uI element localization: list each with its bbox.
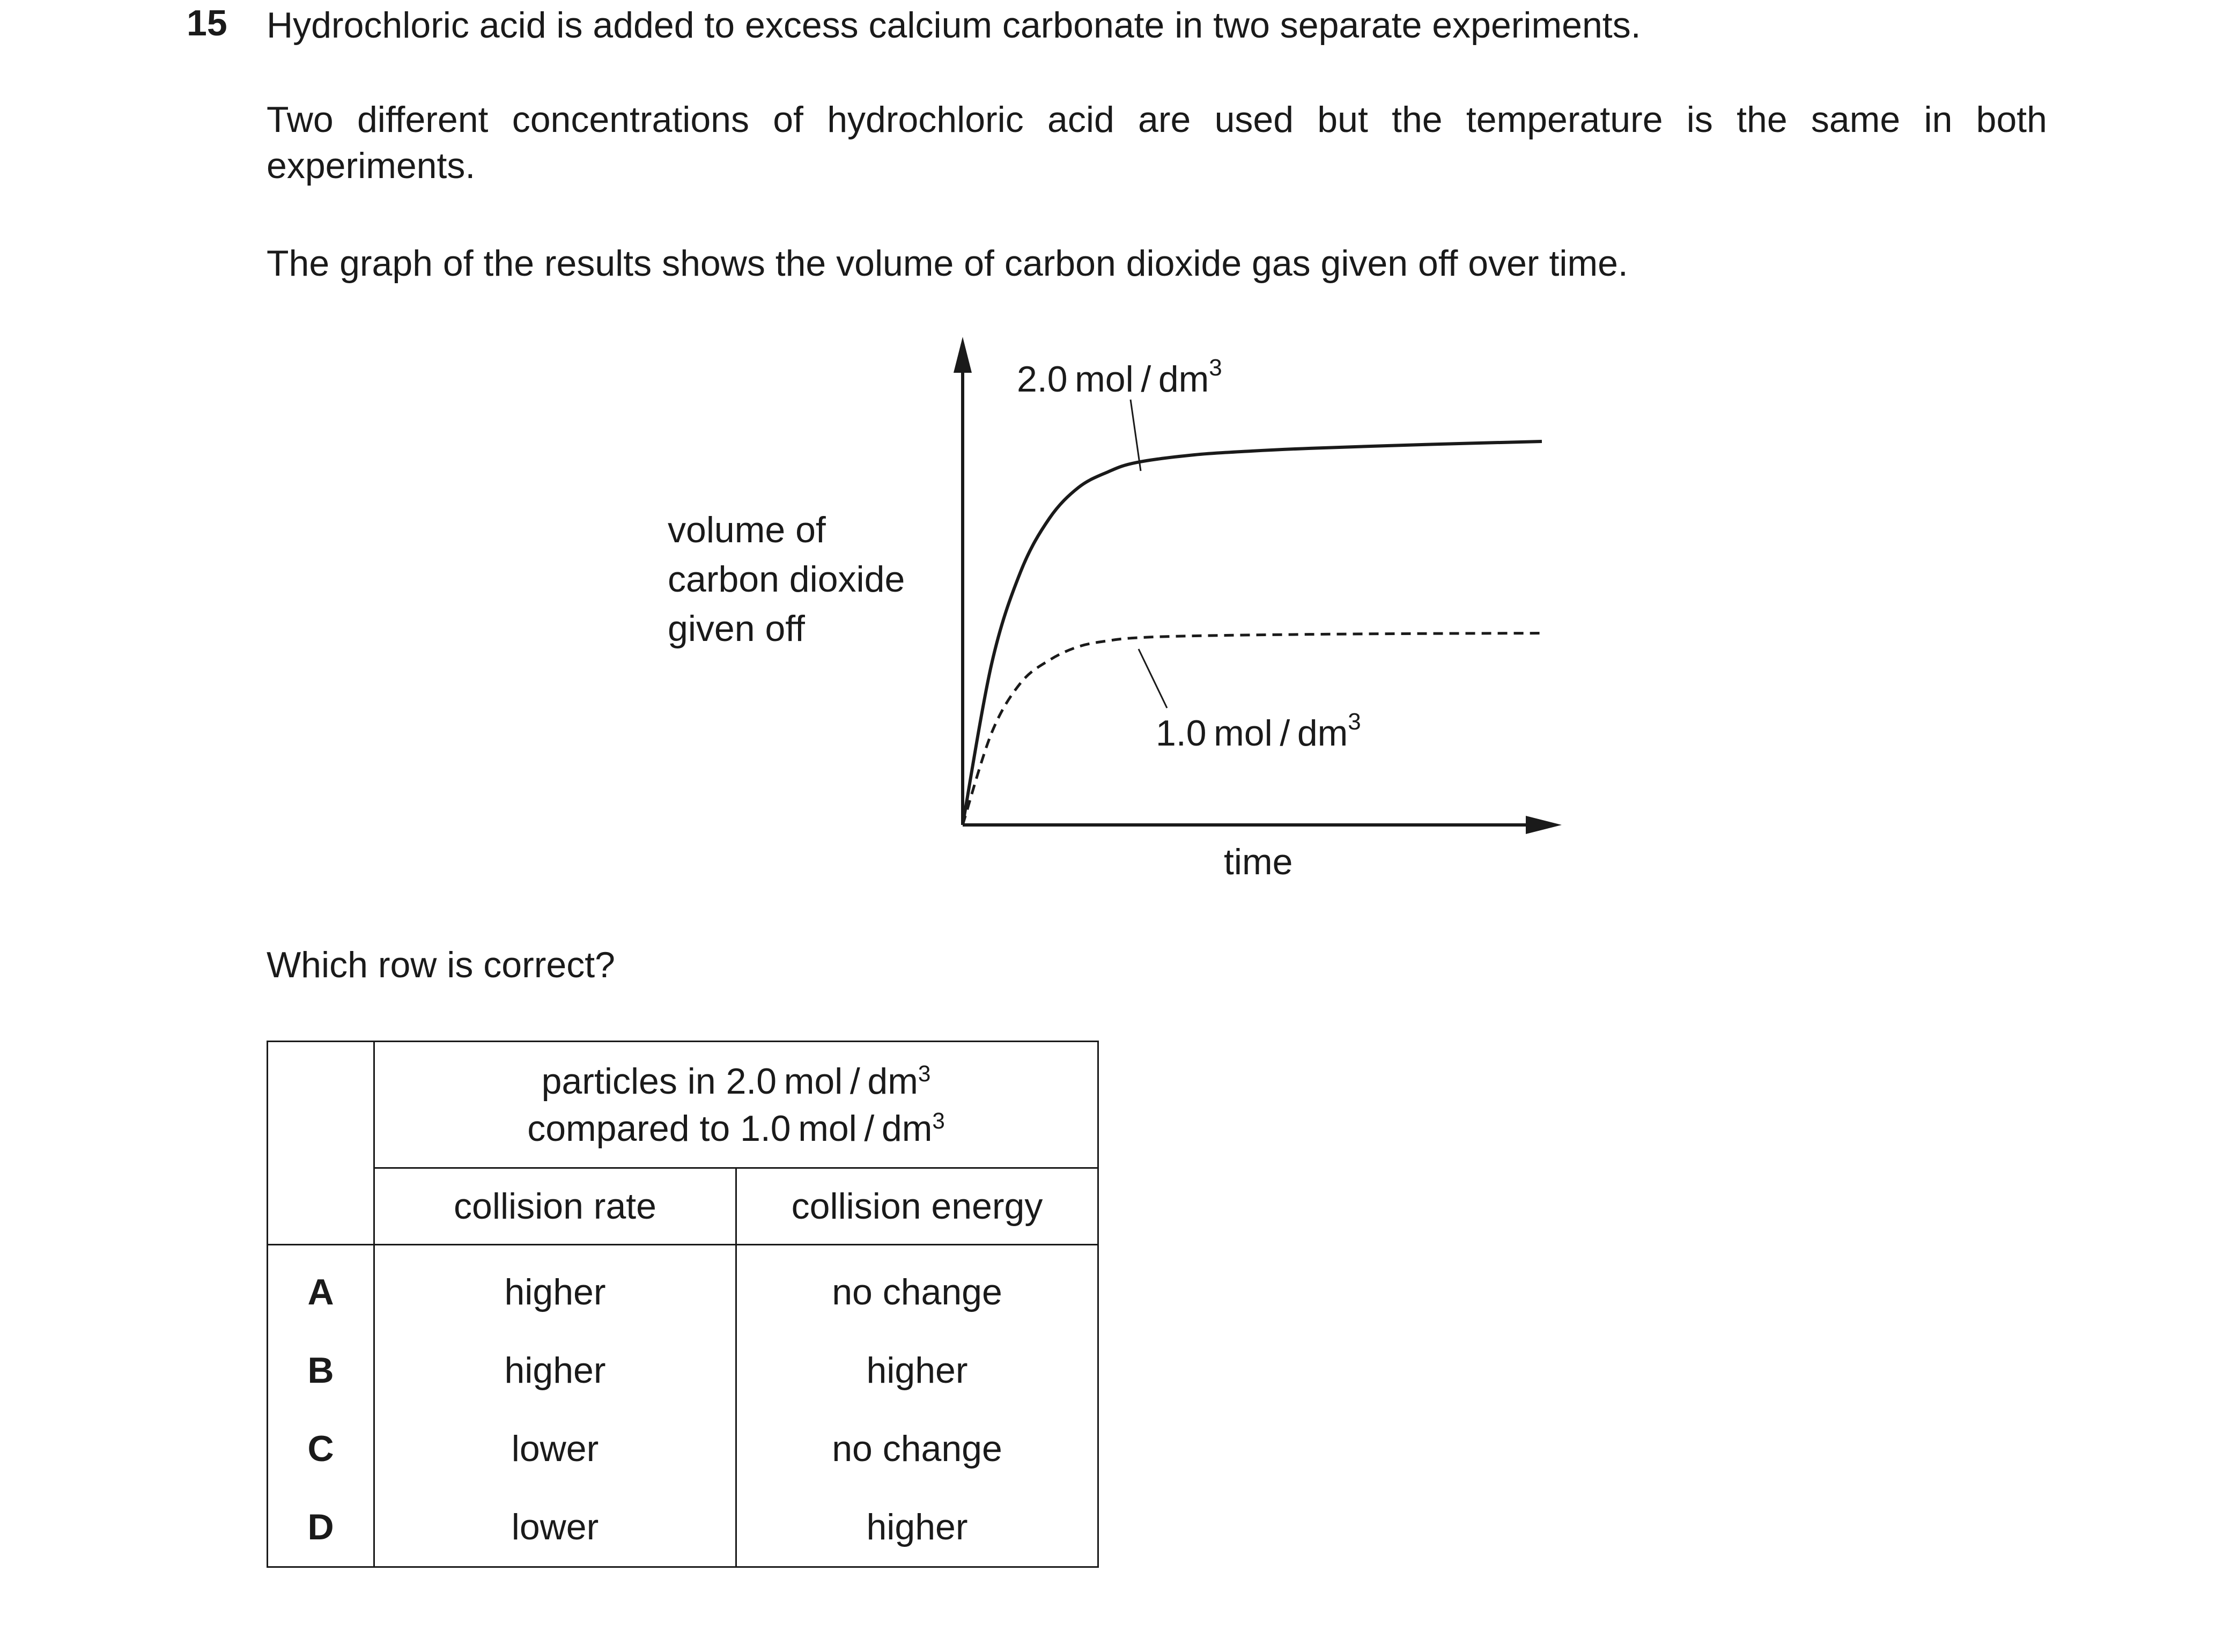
leader-line-2-0-mol <box>1131 400 1141 471</box>
collision-energy-value: no change <box>736 1410 1098 1488</box>
option-row-d[interactable] <box>268 1488 1098 1567</box>
y-axis-arrowhead <box>954 337 972 373</box>
collision-energy-value: higher <box>736 1488 1098 1567</box>
question-intro: Hydrochloric acid is added to excess calcium carbonate in two separate experiments. <box>267 5 1641 46</box>
y-axis-label-line: volume of <box>668 510 826 550</box>
label-2-0-mol: 2.0 mol / $dm^3$ <box>1017 355 1222 400</box>
label-1-0-mol: 1.0 mol / $dm^3$ <box>1156 709 1361 754</box>
collision-energy-value: no change <box>736 1245 1098 1332</box>
collision-rate-value: higher <box>374 1331 736 1410</box>
answer-table <box>267 1041 1099 1568</box>
option-letter: C <box>268 1410 374 1488</box>
option-row-b[interactable] <box>268 1331 1098 1410</box>
table-main-header: particles in 2.0 mol / $dm^3$ compared to 1.0 mol / $dm^3$ <box>374 1042 1098 1168</box>
collision-energy-value: higher <box>736 1331 1098 1410</box>
leader-line-1-0-mol <box>1139 649 1167 708</box>
collision-rate-value: lower <box>374 1410 736 1488</box>
option-letter: D <box>268 1488 374 1567</box>
x-axis-label: time <box>1224 842 1293 882</box>
collision-rate-value: higher <box>374 1245 736 1332</box>
question-number: 15 <box>187 3 227 43</box>
x-axis-arrowhead <box>1526 816 1562 834</box>
option-letter: A <box>268 1245 374 1332</box>
option-row-c[interactable] <box>268 1410 1098 1488</box>
question-graph-description: The graph of the results shows the volume of carbon dioxide gas given off over time. <box>267 243 1628 284</box>
y-axis-label-line: carbon dioxide <box>668 559 905 600</box>
col-header-collision-rate: collision rate <box>374 1168 736 1245</box>
y-axis-label-line: given off <box>668 608 805 649</box>
y-axis-label <box>668 505 947 653</box>
option-letter: B <box>268 1331 374 1410</box>
option-row-a[interactable] <box>268 1245 1098 1332</box>
col-header-collision-energy: collision energy <box>736 1168 1098 1245</box>
question-prompt: Which row is correct? <box>267 945 615 985</box>
blank-corner-cell <box>268 1042 374 1245</box>
question-conditions: Two different concentrations of hydrochloric acid are used but the temperature is the same in both experiments. <box>267 99 2047 186</box>
collision-rate-value: lower <box>374 1488 736 1567</box>
